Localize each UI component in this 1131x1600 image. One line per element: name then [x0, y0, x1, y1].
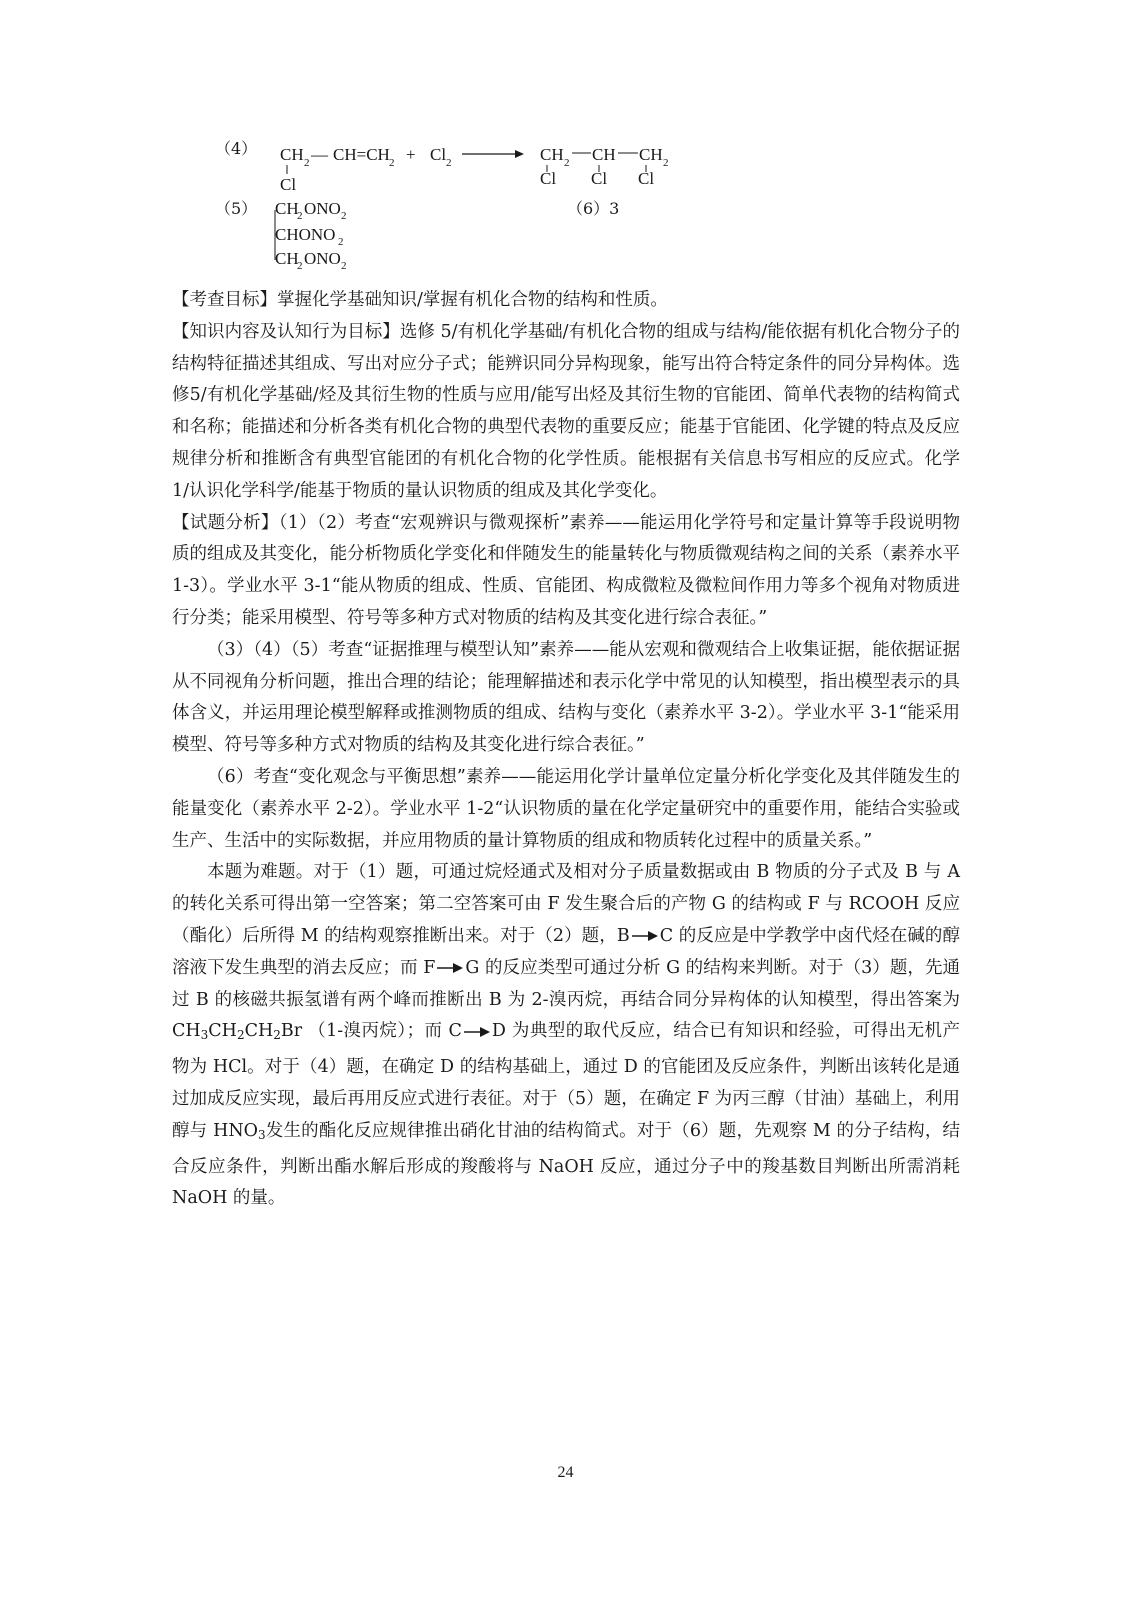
q4-plus: +	[406, 145, 416, 164]
solution-text-4: CH	[208, 1021, 237, 1042]
target-text: 掌握化学基础知识/掌握有机化合物的结构和性质。	[277, 290, 668, 310]
q5-row3-ch: CH	[275, 249, 299, 268]
q4-cl2-sub: 2	[446, 157, 452, 169]
solution-text-1: 本题为难题。对于（1）题，可通过烷烃通式及相对分子质量数据或由 B 物质的分子式及 B 与 A 的转化关系可得出第一空答案；第二空答案可由 F 发生聚合后的产物 G 的结构或 F 与 RCOOH 反应（酯化）后所得 M 的结构观察推断出来。对于（2）题，B	[172, 862, 960, 946]
q5-row1-ono: ONO	[304, 199, 341, 218]
subscript: 2	[273, 1028, 281, 1043]
target-paragraph	[172, 285, 960, 317]
solution-paragraph	[172, 857, 960, 1215]
solution-text-7: D 为典型的取代反应，结合已有知识和经验，可得出无机产物为 HCl。对于（4）题，在确定 D 的结构基础上，通过 D 的官能团及反应条件，判断出该转化是通过加成反应实现，最后再用反应式进行表征。对于（5）题，在确定 F 为丙三醇（甘油）基础上，利用醇与 HNO	[172, 1021, 961, 1141]
analysis-text-12: （1）（2）考查“宏观辨识与微观探析”素养——能运用化学符号和定量计算等手段说明物质的组成及其变化，能分析物质化学变化和伴随发生的能量转化与物质微观结构之间的关系（素养水平 1-3）。学业水平 3-1“能从物质的组成、性质、官能团、构成微粒及微粒间作用力等多个视角对物质进行分类；能采用模型、符号等多种方式对物质的结构及其变化进行综合表征。”	[172, 512, 960, 628]
analysis-paragraph-345: （3）（4）（5）考查“证据推理与模型认知”素养——能从宏观和微观结合上收集证据，能依据证据从不同视角分析问题，推出合理的结论；能理解描述和表示化学中常见的认知模型，指出模型表示的具体含义，并运用理论模型解释或推测物质的组成、结构与变化（素养水平 3-2）。学业水平 3-1“能采用模型、符号等多种方式对物质的结构及其变化进行综合表征。”	[172, 639, 960, 756]
q4-reactant-ch2: CH	[280, 145, 304, 164]
q4-arrow-head	[515, 150, 524, 158]
analysis-paragraph-6: （6）考查“变化观念与平衡思想”素养——能运用化学计量单位定量分析化学变化及其伴随发生的能量变化（素养水平 2-2）。学业水平 1-2“认识物质的量在化学定量研究中的重要作用，能结合实验或生产、生活中的实际数据，并应用物质的量计算物质的组成和物质转化过程中的质量关系。”	[172, 766, 960, 851]
q4-reactant-bond: —	[311, 145, 328, 164]
solution-text-5: CH	[244, 1021, 274, 1042]
q4-cl2: Cl	[430, 145, 447, 164]
q4-product-sub-a: 2	[564, 157, 570, 169]
q4-product-ch: CH	[592, 145, 616, 164]
q4-product-ch2b: CH	[639, 145, 663, 164]
q5-row2-sub: 2	[338, 236, 344, 248]
q4-reactant-sub: 2	[304, 157, 310, 169]
q5-label: （5）	[215, 199, 258, 218]
q4-reactant-vinyl: CH=CH	[333, 145, 390, 164]
q5-row3-sub: 2	[297, 260, 303, 272]
q4-product-cl2: Cl	[591, 169, 608, 188]
solution-text-2: C 的反应是中学教学中卤代烃在碱的醇溶液下发生典型的消去反应；而 F	[172, 925, 960, 978]
knowledge-text: 选修 5/有机化学基础/有机化合物的组成与结构/能依据有机化合物分子的结构特征描述其组成、写出对应分子式；能辨识同分异构现象，能写出符合特定条件的同分异构体。选修5/有机化学基础/烃及其衍生物的性质与应用/能写出烃及其衍生物的官能团、简单代表物的结构简式和名称；能描述和分析各类有机化合物的典型代表物的重要反应；能基于官能团、化学键的特点及反应规律分析和推断含有典型官能团的有机化合物的化学性质。能根据有关信息书写相应的反应式。化学 1/认识化学科学/能基于物质的量认识物质的组成及其化学变化。	[172, 321, 960, 501]
q6-answer: （6）3	[567, 199, 620, 218]
analysis-paragraph	[172, 508, 960, 635]
q5-row2-chono: CHONO	[275, 225, 336, 244]
right-arrow-icon	[437, 962, 463, 974]
q5-row1-sub2: 2	[341, 210, 347, 222]
right-arrow-icon	[632, 930, 658, 942]
knowledge-label: 【知识内容及认知行为目标】	[172, 321, 400, 342]
q5-row1-ch: CH	[275, 199, 299, 218]
analysis-text	[172, 285, 960, 1215]
page-number: 24	[557, 1464, 574, 1481]
q4-product-sub-b: 2	[663, 157, 669, 169]
subscript: 3	[200, 1028, 209, 1043]
q5-row3-ono: ONO	[304, 249, 341, 268]
q4-label: （4）	[215, 139, 258, 158]
analysis-label: 【试题分析】	[172, 512, 279, 533]
subscript: 3	[258, 1127, 266, 1142]
solution-text-3: G 的反应类型可通过分析 G 的结构来判断。对于（3）题，先通过 B 的核磁共振氢谱有两个峰而推断出 B 为 2-溴丙烷，再结合同分异构体的认知模型，得出答案为 CH	[172, 957, 960, 1042]
q4-reactant-sub2: 2	[389, 157, 395, 169]
q5-row3-sub2: 2	[341, 260, 347, 272]
solution-text-6: Br （1-溴丙烷）；而 C	[280, 1021, 462, 1042]
chemistry-answers-figure	[0, 0, 1131, 285]
q4-product-ch2a: CH	[540, 145, 564, 164]
target-label: 【考查目标】	[172, 290, 277, 310]
subscript: 2	[236, 1028, 245, 1043]
q4-product-cl3: Cl	[638, 169, 655, 188]
q4-product-cl1: Cl	[540, 169, 557, 188]
right-arrow-icon	[464, 1026, 490, 1038]
solution-text-8: 发生的酯化反应规律推出硝化甘油的结构简式。对于（6）题，先观察 M 的分子结构，结合反应条件，判断出酯水解后形成的羧酸将与 NaOH 反应，通过分子中的羧基数目判断出所需消耗 NaOH 的量。	[172, 1120, 961, 1209]
q4-reactant-cl: Cl	[280, 175, 297, 194]
knowledge-paragraph	[172, 317, 960, 508]
q5-row1-sub: 2	[297, 210, 303, 222]
